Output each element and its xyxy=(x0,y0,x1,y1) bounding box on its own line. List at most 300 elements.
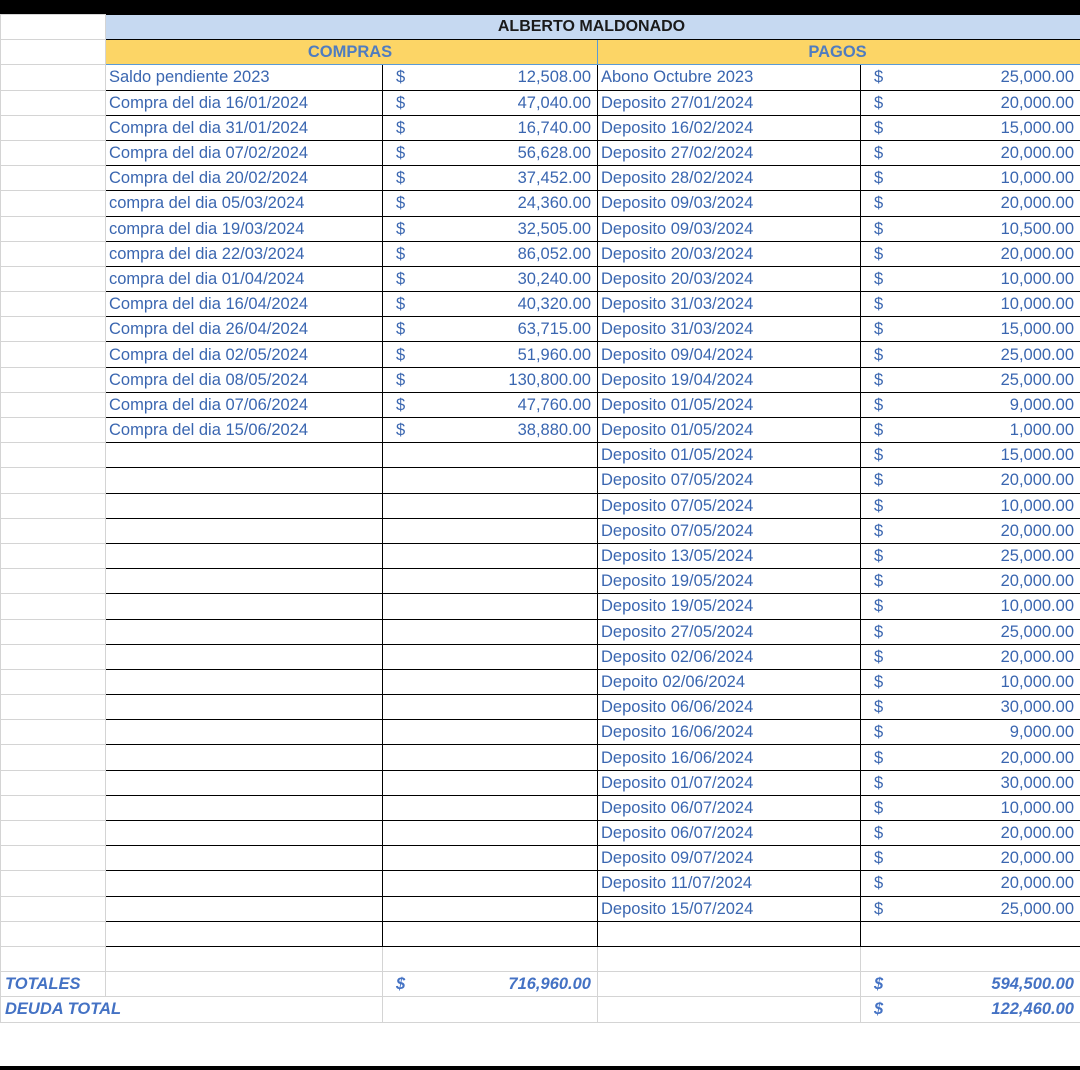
pago-amount[interactable] xyxy=(861,241,1080,266)
pago-amount[interactable] xyxy=(861,720,1080,745)
currency-sign: $ xyxy=(396,68,406,87)
currency-sign: $ xyxy=(874,824,884,843)
pago-description[interactable]: Deposito 19/05/2024 xyxy=(598,569,861,594)
pago-amount[interactable] xyxy=(861,191,1080,216)
row-label-cell[interactable] xyxy=(1,569,106,594)
pago-amount[interactable] xyxy=(861,846,1080,871)
empty-cell[interactable] xyxy=(1,946,106,971)
pago-amount-content xyxy=(864,846,1074,870)
deuda-label[interactable]: DEUDA TOTAL xyxy=(1,997,383,1022)
row-label-cell[interactable] xyxy=(1,770,106,795)
empty-cell[interactable] xyxy=(106,569,383,594)
pago-description[interactable]: Deposito 28/02/2024 xyxy=(598,166,861,191)
pago-amount[interactable] xyxy=(861,518,1080,543)
table-row xyxy=(1,821,1080,846)
empty-cell[interactable] xyxy=(106,821,383,846)
currency-sign: $ xyxy=(396,93,406,112)
pago-amount[interactable] xyxy=(861,443,1080,468)
empty-cell[interactable] xyxy=(383,443,598,468)
pago-amount-content xyxy=(864,393,1074,417)
pago-amount[interactable] xyxy=(861,569,1080,594)
empty-cell[interactable] xyxy=(106,594,383,619)
compra-amount-content xyxy=(386,368,591,392)
pago-amount-content xyxy=(864,217,1074,241)
header-row xyxy=(1,40,1080,65)
pago-description[interactable]: Deposito 31/03/2024 xyxy=(598,292,861,317)
totales-row xyxy=(1,972,1080,997)
compra-amount[interactable] xyxy=(383,65,598,90)
compra-amount[interactable] xyxy=(383,90,598,115)
empty-cell[interactable] xyxy=(106,468,383,493)
cell-a1[interactable] xyxy=(1,15,106,40)
row-label-cell[interactable] xyxy=(1,367,106,392)
pago-amount[interactable] xyxy=(861,166,1080,191)
empty-cell[interactable] xyxy=(106,921,383,946)
compra-amount[interactable] xyxy=(383,292,598,317)
pago-description[interactable]: Deposito 07/05/2024 xyxy=(598,493,861,518)
row-label-cell[interactable] xyxy=(1,795,106,820)
empty-cell[interactable] xyxy=(106,669,383,694)
amount-value: 12,508.00 xyxy=(517,68,591,87)
amount-value: 20,000.00 xyxy=(1000,572,1074,591)
pago-amount[interactable] xyxy=(861,896,1080,921)
amount-value: 10,000.00 xyxy=(1000,597,1074,616)
empty-cell[interactable] xyxy=(106,846,383,871)
amount-value: 9,000.00 xyxy=(1009,395,1074,414)
pago-amount[interactable] xyxy=(861,543,1080,568)
pago-amount[interactable] xyxy=(861,115,1080,140)
currency-sign: $ xyxy=(874,975,884,994)
pago-description[interactable]: Deposito 16/02/2024 xyxy=(598,115,861,140)
compra-amount[interactable] xyxy=(383,392,598,417)
currency-sign: $ xyxy=(874,748,884,767)
empty-cell[interactable] xyxy=(383,997,598,1022)
compra-amount[interactable] xyxy=(383,216,598,241)
compra-description[interactable]: compra del dia 01/04/2024 xyxy=(106,266,383,291)
amount-value: 25,000.00 xyxy=(1000,68,1074,87)
currency-sign: $ xyxy=(396,395,406,414)
row-label-cell[interactable] xyxy=(1,871,106,896)
pago-amount[interactable] xyxy=(861,90,1080,115)
empty-cell[interactable] xyxy=(106,946,383,971)
empty-cell[interactable] xyxy=(383,921,598,946)
amount-value: 32,505.00 xyxy=(517,219,591,238)
pago-description[interactable]: Deposito 09/03/2024 xyxy=(598,191,861,216)
pago-amount-content xyxy=(864,317,1074,341)
pago-description[interactable]: Deposito 13/05/2024 xyxy=(598,543,861,568)
compra-description[interactable]: compra del dia 05/03/2024 xyxy=(106,191,383,216)
pago-description[interactable]: Deposito 01/07/2024 xyxy=(598,770,861,795)
cell-a2[interactable] xyxy=(1,40,106,65)
currency-sign: $ xyxy=(874,547,884,566)
compra-amount[interactable] xyxy=(383,241,598,266)
row-label-cell[interactable] xyxy=(1,115,106,140)
empty-cell[interactable] xyxy=(383,493,598,518)
empty-cell[interactable] xyxy=(106,543,383,568)
pago-amount-content xyxy=(864,65,1074,89)
compra-amount[interactable] xyxy=(383,266,598,291)
amount-value: 20,000.00 xyxy=(1000,471,1074,490)
currency-sign: $ xyxy=(874,723,884,742)
amount-value: 122,460.00 xyxy=(991,1000,1074,1019)
amount-value: 20,000.00 xyxy=(1000,849,1074,868)
compra-description[interactable]: compra del dia 22/03/2024 xyxy=(106,241,383,266)
pago-amount-content xyxy=(864,746,1074,770)
table-row xyxy=(1,266,1080,291)
amount-value: 10,000.00 xyxy=(1000,672,1074,691)
empty-cell[interactable] xyxy=(383,795,598,820)
table-row xyxy=(1,695,1080,720)
table-row xyxy=(1,468,1080,493)
amount-value: 15,000.00 xyxy=(1000,118,1074,137)
pago-amount-content xyxy=(864,871,1074,895)
pago-amount[interactable] xyxy=(861,266,1080,291)
pago-amount[interactable] xyxy=(861,770,1080,795)
empty-cell[interactable] xyxy=(106,695,383,720)
currency-sign: $ xyxy=(874,899,884,918)
pago-amount[interactable] xyxy=(861,216,1080,241)
compra-description[interactable]: Compra del dia 20/02/2024 xyxy=(106,166,383,191)
amount-value: 51,960.00 xyxy=(517,345,591,364)
compra-amount[interactable] xyxy=(383,191,598,216)
row-label-cell[interactable] xyxy=(1,896,106,921)
amount-value: 25,000.00 xyxy=(1000,547,1074,566)
pago-description[interactable]: Deposito 09/03/2024 xyxy=(598,216,861,241)
pago-amount[interactable] xyxy=(861,418,1080,443)
pago-description[interactable]: Deposito 11/07/2024 xyxy=(598,871,861,896)
table-row xyxy=(1,795,1080,820)
pago-amount[interactable] xyxy=(861,695,1080,720)
pago-amount[interactable] xyxy=(861,367,1080,392)
table-row xyxy=(1,493,1080,518)
pago-amount[interactable] xyxy=(861,493,1080,518)
amount-value: 47,040.00 xyxy=(517,93,591,112)
table-row xyxy=(1,518,1080,543)
empty-cell[interactable] xyxy=(598,972,861,997)
amount-value: 24,360.00 xyxy=(517,194,591,213)
empty-cell[interactable] xyxy=(383,871,598,896)
row-label-cell[interactable] xyxy=(1,493,106,518)
row-label-cell[interactable] xyxy=(1,266,106,291)
pago-amount[interactable] xyxy=(861,292,1080,317)
currency-sign: $ xyxy=(874,194,884,213)
pago-amount[interactable] xyxy=(861,669,1080,694)
pago-amount-content xyxy=(864,191,1074,215)
currency-sign: $ xyxy=(874,597,884,616)
pago-description[interactable]: Deposito 15/07/2024 xyxy=(598,896,861,921)
compra-description[interactable]: Compra del dia 16/04/2024 xyxy=(106,292,383,317)
pago-description[interactable]: Deposito 19/05/2024 xyxy=(598,594,861,619)
row-label-cell[interactable] xyxy=(1,669,106,694)
empty-cell[interactable] xyxy=(106,443,383,468)
table-row xyxy=(1,669,1080,694)
amount-value: 1,000.00 xyxy=(1009,421,1074,440)
pago-description[interactable]: Deposito 06/07/2024 xyxy=(598,795,861,820)
amount-value: 20,000.00 xyxy=(1000,93,1074,112)
compra-amount-content xyxy=(386,343,591,367)
row-label-cell[interactable] xyxy=(1,65,106,90)
total-pagos-content xyxy=(864,972,1074,996)
empty-cell[interactable] xyxy=(861,921,1080,946)
compra-amount[interactable] xyxy=(383,342,598,367)
pago-amount-content xyxy=(864,292,1074,316)
compra-amount-content xyxy=(386,116,591,140)
currency-sign: $ xyxy=(874,370,884,389)
amount-value: 20,000.00 xyxy=(1000,194,1074,213)
pago-description[interactable]: Deposito 19/04/2024 xyxy=(598,367,861,392)
table-row xyxy=(1,443,1080,468)
empty-cell[interactable] xyxy=(598,921,861,946)
currency-sign: $ xyxy=(396,295,406,314)
row-label-cell[interactable] xyxy=(1,191,106,216)
pago-amount-content xyxy=(864,594,1074,618)
empty-cell[interactable] xyxy=(106,871,383,896)
pago-description[interactable]: Abono Octubre 2023 xyxy=(598,65,861,90)
amount-value: 716,960.00 xyxy=(508,975,591,994)
table-row xyxy=(1,90,1080,115)
deuda-row xyxy=(1,997,1080,1022)
empty-cell[interactable] xyxy=(106,770,383,795)
pago-amount[interactable] xyxy=(861,821,1080,846)
row-label-cell[interactable] xyxy=(1,720,106,745)
currency-sign: $ xyxy=(874,421,884,440)
pago-amount[interactable] xyxy=(861,342,1080,367)
compra-amount-content xyxy=(386,317,591,341)
currency-sign: $ xyxy=(874,269,884,288)
row-label-cell[interactable] xyxy=(1,745,106,770)
pago-amount[interactable] xyxy=(861,871,1080,896)
pago-description[interactable]: Deposito 20/03/2024 xyxy=(598,266,861,291)
pago-amount[interactable] xyxy=(861,644,1080,669)
pago-description[interactable]: Deposito 16/06/2024 xyxy=(598,745,861,770)
row-label-cell[interactable] xyxy=(1,317,106,342)
pago-description[interactable]: Deposito 16/06/2024 xyxy=(598,720,861,745)
empty-cell[interactable] xyxy=(383,745,598,770)
empty-cell[interactable] xyxy=(106,518,383,543)
pago-description[interactable]: Deposito 02/06/2024 xyxy=(598,644,861,669)
pago-amount[interactable] xyxy=(861,392,1080,417)
currency-sign: $ xyxy=(874,446,884,465)
empty-cell[interactable] xyxy=(598,946,861,971)
pago-amount-content xyxy=(864,468,1074,492)
deuda-total-content xyxy=(864,997,1074,1021)
row-label-cell[interactable] xyxy=(1,443,106,468)
empty-cell[interactable] xyxy=(106,972,383,997)
table-row xyxy=(1,166,1080,191)
compra-description[interactable]: Compra del dia 08/05/2024 xyxy=(106,367,383,392)
empty-cell[interactable] xyxy=(383,644,598,669)
pago-amount[interactable] xyxy=(861,594,1080,619)
empty-cell[interactable] xyxy=(106,644,383,669)
compra-description[interactable]: Saldo pendiente 2023 xyxy=(106,65,383,90)
empty-cell[interactable] xyxy=(383,619,598,644)
pago-description[interactable]: Deposito 06/06/2024 xyxy=(598,695,861,720)
row-label-cell[interactable] xyxy=(1,644,106,669)
empty-cell[interactable] xyxy=(383,569,598,594)
pago-description[interactable]: Deposito 27/02/2024 xyxy=(598,140,861,165)
pago-description[interactable]: Deposito 09/07/2024 xyxy=(598,846,861,871)
compra-amount[interactable] xyxy=(383,317,598,342)
pago-amount[interactable] xyxy=(861,745,1080,770)
row-label-cell[interactable] xyxy=(1,921,106,946)
pago-amount[interactable] xyxy=(861,65,1080,90)
pago-description[interactable]: Deposito 20/03/2024 xyxy=(598,241,861,266)
table-row xyxy=(1,418,1080,443)
empty-cell[interactable] xyxy=(383,946,598,971)
empty-cell[interactable] xyxy=(383,518,598,543)
row-label-cell[interactable] xyxy=(1,846,106,871)
pago-amount-content xyxy=(864,796,1074,820)
table-row xyxy=(1,569,1080,594)
pago-description[interactable]: Deposito 01/05/2024 xyxy=(598,392,861,417)
compra-amount[interactable] xyxy=(383,140,598,165)
table-row xyxy=(1,115,1080,140)
empty-cell[interactable] xyxy=(383,543,598,568)
empty-cell[interactable] xyxy=(383,896,598,921)
pago-amount-content xyxy=(864,368,1074,392)
empty-cell[interactable] xyxy=(106,619,383,644)
totales-label[interactable]: TOTALES xyxy=(1,972,106,997)
empty-cell[interactable] xyxy=(598,997,861,1022)
empty-cell[interactable] xyxy=(383,846,598,871)
compra-amount[interactable] xyxy=(383,418,598,443)
pago-amount[interactable] xyxy=(861,140,1080,165)
pago-description[interactable]: Deposito 27/05/2024 xyxy=(598,619,861,644)
amount-value: 15,000.00 xyxy=(1000,320,1074,339)
empty-cell[interactable] xyxy=(383,770,598,795)
pago-description[interactable]: Deposito 31/03/2024 xyxy=(598,317,861,342)
deuda-total[interactable] xyxy=(861,997,1080,1022)
row-label-cell[interactable] xyxy=(1,292,106,317)
table-row xyxy=(1,317,1080,342)
total-compras-content xyxy=(386,972,591,996)
empty-cell[interactable] xyxy=(861,946,1080,971)
empty-cell[interactable] xyxy=(106,493,383,518)
compra-description[interactable]: Compra del dia 07/06/2024 xyxy=(106,392,383,417)
row-label-cell[interactable] xyxy=(1,418,106,443)
amount-value: 25,000.00 xyxy=(1000,899,1074,918)
compra-description[interactable]: Compra del dia 07/02/2024 xyxy=(106,140,383,165)
empty-cell[interactable] xyxy=(106,720,383,745)
amount-value: 15,000.00 xyxy=(1000,446,1074,465)
amount-value: 9,000.00 xyxy=(1009,723,1074,742)
currency-sign: $ xyxy=(874,244,884,263)
row-label-cell[interactable] xyxy=(1,619,106,644)
compra-amount[interactable] xyxy=(383,115,598,140)
currency-sign: $ xyxy=(874,647,884,666)
empty-cell[interactable] xyxy=(383,720,598,745)
row-label-cell[interactable] xyxy=(1,241,106,266)
currency-sign: $ xyxy=(396,269,406,288)
pago-description[interactable]: Depoito 02/06/2024 xyxy=(598,669,861,694)
total-compras[interactable] xyxy=(383,972,598,997)
empty-cell[interactable] xyxy=(106,896,383,921)
row-label-cell[interactable] xyxy=(1,342,106,367)
pago-description[interactable]: Deposito 01/05/2024 xyxy=(598,443,861,468)
empty-cell[interactable] xyxy=(106,745,383,770)
currency-sign: $ xyxy=(396,118,406,137)
pago-description[interactable]: Deposito 07/05/2024 xyxy=(598,468,861,493)
row-label-cell[interactable] xyxy=(1,695,106,720)
compra-amount-content xyxy=(386,242,591,266)
title-row xyxy=(1,15,1080,40)
amount-value: 56,628.00 xyxy=(517,144,591,163)
currency-sign: $ xyxy=(396,370,406,389)
amount-value: 10,000.00 xyxy=(1000,295,1074,314)
table-row xyxy=(1,342,1080,367)
pago-amount-content xyxy=(864,670,1074,694)
window-bottom-border xyxy=(0,1066,1080,1070)
currency-sign: $ xyxy=(874,698,884,717)
compras-header[interactable]: COMPRAS xyxy=(106,40,598,65)
currency-sign: $ xyxy=(874,395,884,414)
compra-amount[interactable] xyxy=(383,367,598,392)
pago-description[interactable]: Deposito 07/05/2024 xyxy=(598,518,861,543)
empty-cell[interactable] xyxy=(106,795,383,820)
pago-description[interactable]: Deposito 01/05/2024 xyxy=(598,418,861,443)
pago-description[interactable]: Deposito 09/04/2024 xyxy=(598,342,861,367)
pago-amount[interactable] xyxy=(861,619,1080,644)
compra-amount-content xyxy=(386,267,591,291)
table-row xyxy=(1,367,1080,392)
row-label-cell[interactable] xyxy=(1,594,106,619)
pago-amount[interactable] xyxy=(861,317,1080,342)
compra-description[interactable]: Compra del dia 26/04/2024 xyxy=(106,317,383,342)
row-label-cell[interactable] xyxy=(1,140,106,165)
compra-description[interactable]: compra del dia 19/03/2024 xyxy=(106,216,383,241)
compra-description[interactable]: Compra del dia 16/01/2024 xyxy=(106,90,383,115)
currency-sign: $ xyxy=(874,219,884,238)
row-label-cell[interactable] xyxy=(1,392,106,417)
pago-amount-content xyxy=(864,267,1074,291)
row-label-cell[interactable] xyxy=(1,518,106,543)
row-label-cell[interactable] xyxy=(1,216,106,241)
table-row xyxy=(1,896,1080,921)
table-row xyxy=(1,644,1080,669)
compra-description[interactable]: Compra del dia 02/05/2024 xyxy=(106,342,383,367)
row-label-cell[interactable] xyxy=(1,821,106,846)
compra-description[interactable]: Compra del dia 15/06/2024 xyxy=(106,418,383,443)
pago-amount[interactable] xyxy=(861,468,1080,493)
pago-amount[interactable] xyxy=(861,795,1080,820)
pago-amount-content xyxy=(864,166,1074,190)
empty-cell[interactable] xyxy=(383,468,598,493)
amount-value: 25,000.00 xyxy=(1000,345,1074,364)
currency-sign: $ xyxy=(874,496,884,515)
compra-amount-content xyxy=(386,166,591,190)
sheet-title[interactable]: ALBERTO MALDONADO xyxy=(106,15,1080,40)
empty-cell[interactable] xyxy=(383,821,598,846)
pagos-header[interactable]: PAGOS xyxy=(598,40,1080,65)
compra-amount[interactable] xyxy=(383,166,598,191)
total-pagos[interactable] xyxy=(861,972,1080,997)
currency-sign: $ xyxy=(874,144,884,163)
currency-sign: $ xyxy=(874,672,884,691)
row-label-cell[interactable] xyxy=(1,90,106,115)
empty-cell[interactable] xyxy=(383,594,598,619)
pago-description[interactable]: Deposito 27/01/2024 xyxy=(598,90,861,115)
amount-value: 16,740.00 xyxy=(517,118,591,137)
pago-amount-content xyxy=(864,443,1074,467)
compra-description[interactable]: Compra del dia 31/01/2024 xyxy=(106,115,383,140)
row-label-cell[interactable] xyxy=(1,468,106,493)
row-label-cell[interactable] xyxy=(1,543,106,568)
row-label-cell[interactable] xyxy=(1,166,106,191)
currency-sign: $ xyxy=(874,118,884,137)
pago-description[interactable]: Deposito 06/07/2024 xyxy=(598,821,861,846)
empty-cell[interactable] xyxy=(383,695,598,720)
empty-cell[interactable] xyxy=(383,669,598,694)
